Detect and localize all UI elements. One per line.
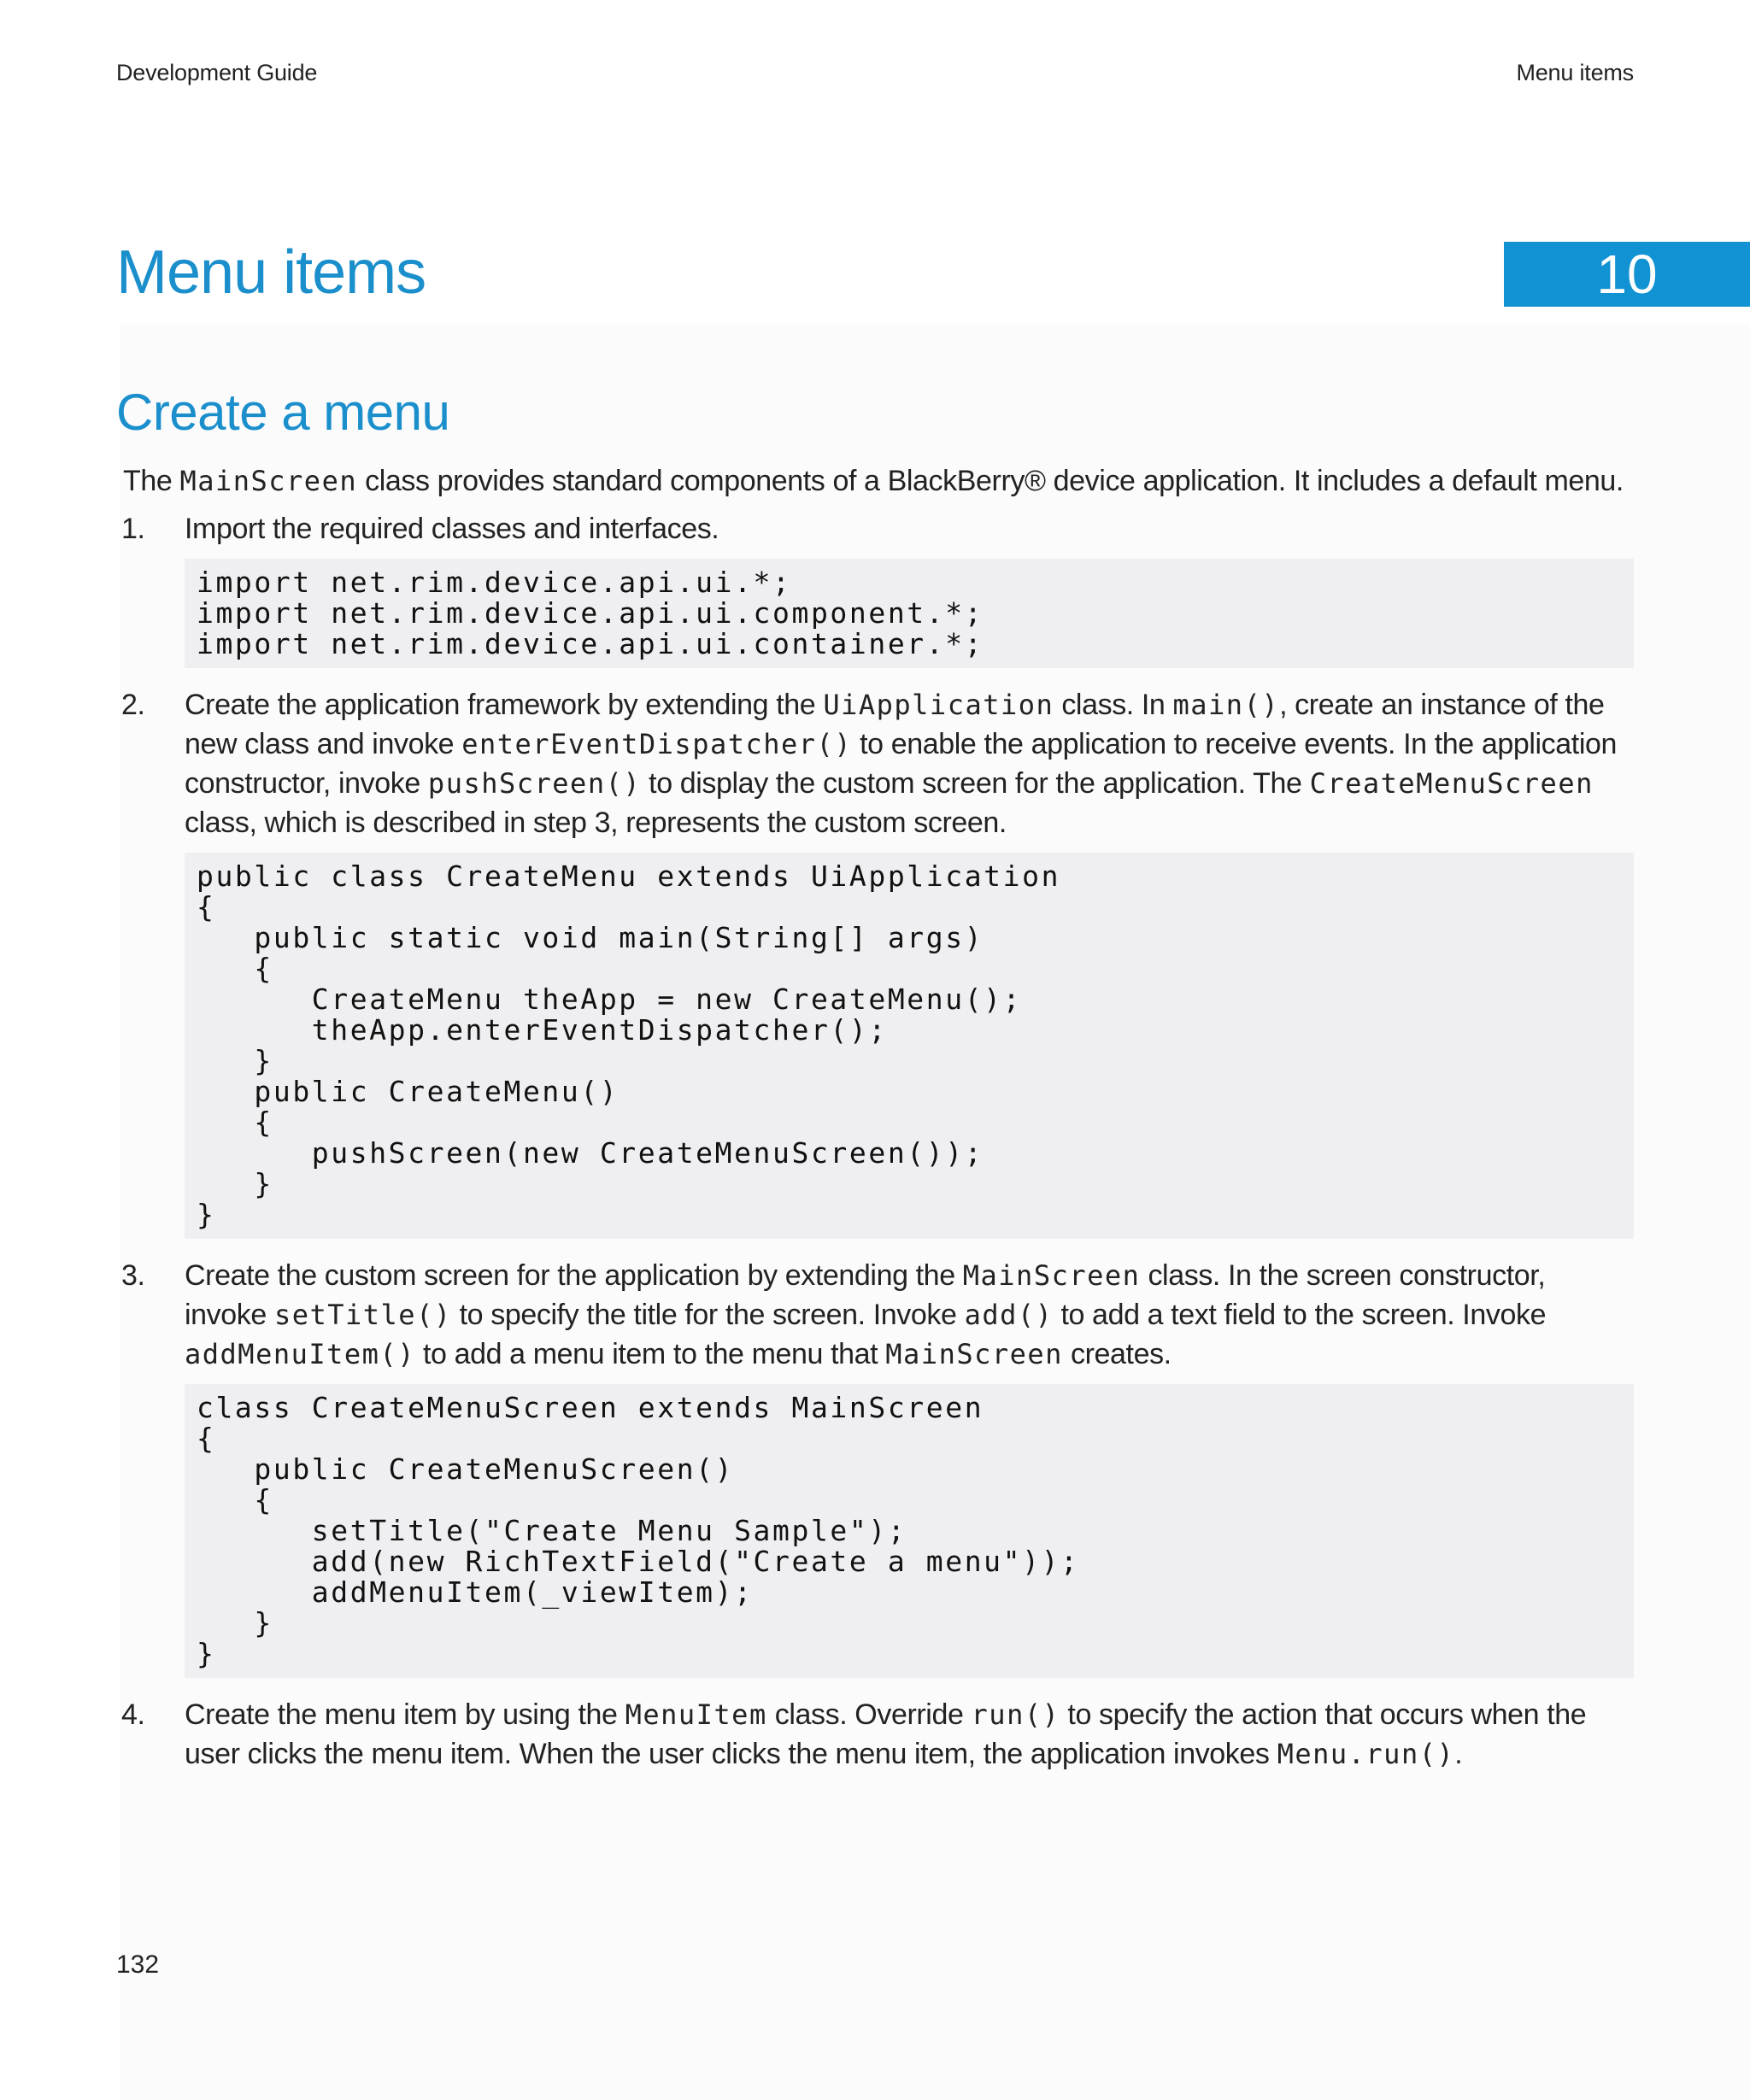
step-text bbox=[185, 1256, 1634, 1374]
code-block-imports: import net.rim.device.api.ui.*; import net.rim.device.api.ui.component.*; import net.rim.device.api.ui.container.*; bbox=[185, 559, 1634, 668]
text-run: Create the menu item by using the bbox=[185, 1698, 625, 1731]
intro-text-before: The bbox=[123, 465, 180, 497]
inline-code: UiApplication bbox=[823, 689, 1054, 721]
section-content bbox=[116, 461, 1634, 1774]
code-block-screen: class CreateMenuScreen extends MainScreen { public CreateMenuScreen() { setTitle("Create Menu Sample"); add(new RichTextField("Create a menu")); addMenuItem(_viewItem); } } bbox=[185, 1384, 1634, 1678]
text-run: class, which is described in step 3, represents the custom screen. bbox=[185, 807, 1007, 839]
inline-code: pushScreen() bbox=[427, 767, 642, 800]
text-run: , create an instance of the new class and invoke bbox=[185, 689, 1605, 760]
inline-code: CreateMenuScreen bbox=[1309, 767, 1594, 800]
running-header-right: Menu items bbox=[1516, 60, 1634, 85]
text-run: to specify the action that occurs when the user clicks the menu item. When the user clicks the menu item, the application invokes bbox=[185, 1698, 1587, 1770]
inline-code: setTitle() bbox=[273, 1299, 452, 1331]
inline-code: Menu.run() bbox=[1277, 1738, 1455, 1770]
text-run: to enable the application to receive events. In the application constructor, invoke bbox=[185, 728, 1617, 800]
inline-code: main() bbox=[1172, 689, 1280, 721]
inline-code: MenuItem bbox=[625, 1698, 767, 1731]
step-1 bbox=[116, 509, 1634, 680]
step-body bbox=[185, 1256, 1634, 1690]
intro-paragraph bbox=[123, 461, 1634, 501]
text-run: class. In bbox=[1054, 689, 1173, 721]
chapter-number: 10 bbox=[1596, 243, 1658, 305]
step-3 bbox=[116, 1256, 1634, 1690]
step-4 bbox=[116, 1695, 1634, 1774]
text-run: class. In the screen constructor, invoke bbox=[185, 1259, 1546, 1331]
chapter-title: Menu items bbox=[116, 238, 426, 307]
inline-code: addMenuItem() bbox=[185, 1338, 415, 1370]
running-header-left: Development Guide bbox=[116, 60, 318, 85]
inline-code: enterEventDispatcher() bbox=[461, 728, 853, 760]
step-number: 4. bbox=[121, 1698, 145, 1731]
code-block-application: public class CreateMenu extends UiApplication { public static void main(String[] args) { CreateMenu theApp = new CreateMenu(); theApp.enterEventDispatcher(); } public CreateMenu() { pushScreen(new CreateMenuScreen()); } } bbox=[185, 853, 1634, 1239]
text-run: class. Override bbox=[766, 1698, 972, 1731]
inline-code: run() bbox=[971, 1698, 1060, 1731]
intro-text-after: class provides standard components of a BlackBerry® device application. It includes a default menu. bbox=[357, 465, 1624, 497]
inline-code: MainScreen bbox=[885, 1338, 1063, 1370]
text-run: to display the custom screen for the application. The bbox=[641, 767, 1310, 800]
text-run: to add a menu item to the menu that bbox=[414, 1338, 886, 1370]
text-run: creates. bbox=[1062, 1338, 1172, 1370]
step-2 bbox=[116, 685, 1634, 1251]
text-run: . bbox=[1454, 1738, 1463, 1770]
step-text bbox=[185, 1695, 1634, 1774]
step-number: 3. bbox=[121, 1259, 145, 1292]
section-title: Create a menu bbox=[116, 384, 450, 441]
chapter-number-tab bbox=[1504, 242, 1750, 307]
step-number: 2. bbox=[121, 689, 145, 721]
step-body bbox=[185, 685, 1634, 1251]
step-text: Import the required classes and interfaces. bbox=[185, 513, 719, 545]
text-run: to specify the title for the screen. Invoke bbox=[451, 1299, 965, 1331]
step-text bbox=[185, 685, 1634, 842]
text-run: Create the application framework by extending the bbox=[185, 689, 824, 721]
text-run: to add a text field to the screen. Invoke bbox=[1053, 1299, 1547, 1331]
text-run: Create the custom screen for the application by extending the bbox=[185, 1259, 963, 1292]
inline-code: MainScreen bbox=[962, 1259, 1141, 1292]
intro-inline-code: MainScreen bbox=[179, 465, 358, 497]
page-number: 132 bbox=[116, 1950, 160, 1979]
inline-code: add() bbox=[964, 1299, 1054, 1331]
step-number: 1. bbox=[121, 513, 145, 545]
step-body bbox=[185, 1695, 1634, 1774]
step-body bbox=[185, 509, 1634, 680]
